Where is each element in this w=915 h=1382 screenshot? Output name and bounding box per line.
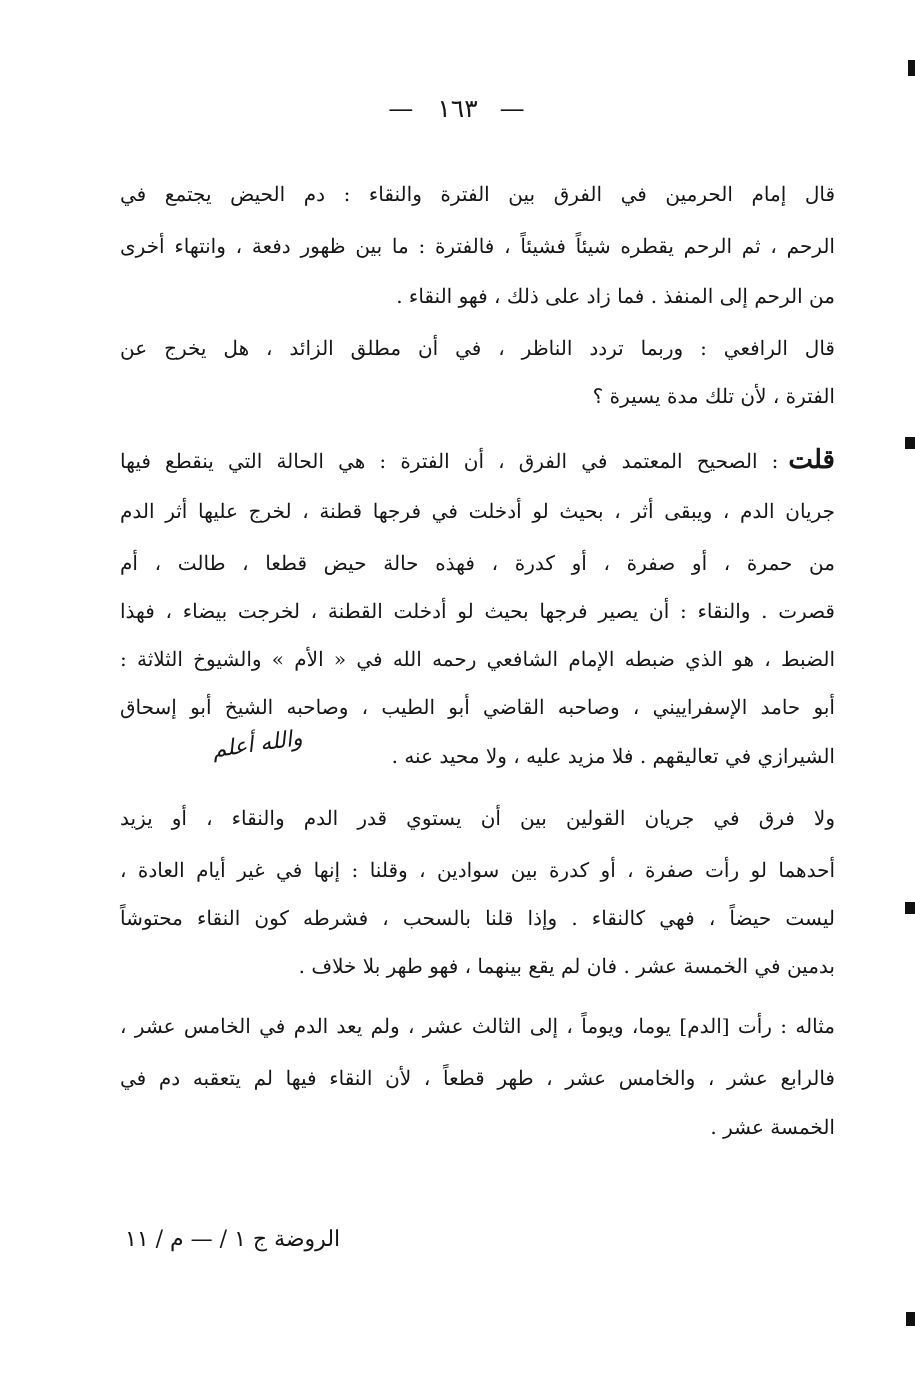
page-number (0, 94, 915, 123)
page-number-value: ١٦٣ (437, 94, 478, 123)
paragraph-3-line-1-text: : الصحيح المعتمد في الفرق ، أن الفترة : هي الحالة التي ينقطع فيها (120, 449, 779, 473)
paragraph-3-line-5: الضبط ، هو الذي ضبطه الإمام الشافعي رحمه الله في « الأم » والشيوخ الثلاثة : (120, 647, 835, 671)
paragraph-2-line-1: قال الرافعي : وربما تردد الناظر ، في أن مطلق الزائد ، هل يخرج عن (120, 336, 835, 360)
paragraph-3-line-2: جريان الدم ، ويبقى أثر ، بحيث لو أدخلت في فرجها قطنة ، لخرج عليها أثر الدم (120, 499, 835, 523)
page-number-dash-left: — (388, 94, 416, 123)
paragraph-4-line-2: أحدهما لو رأت صفرة ، أو كدرة بين سوادين ، وقلنا : إنها في غير أيام العادة ، (120, 858, 835, 882)
paragraph-5-line-2: فالرابع عشر ، والخامس عشر ، طهر قطعاً ، لأن النقاء فيها لم يتعقبه دم في (120, 1066, 835, 1090)
paragraph-1-line-2: الرحم ، ثم الرحم يقطره شيئاً فشيئاً ، فالفترة : ما بين ظهور دفعة ، وانتهاء أخرى (120, 234, 835, 258)
scan-edge-mark (908, 60, 915, 76)
paragraph-3-line-1 (120, 438, 835, 482)
paragraph-2-line-2: الفترة ، لأن تلك مدة يسيرة ؟ (592, 384, 835, 408)
footer-signature: الروضة ج ١ / — م / ١١ (125, 1227, 341, 1252)
paragraph-4-line-4: بدمين في الخمسة عشر . فان لم يقع بينهما ، فهو طهر بلا خلاف . (298, 954, 835, 978)
paragraph-1-line-1: قال إمام الحرمين في الفرق بين الفترة والنقاء : دم الحيض يجتمع في (120, 182, 835, 206)
scan-edge-mark (905, 437, 915, 449)
paragraph-3-lead: قلت (788, 445, 835, 475)
paragraph-3-line-7: الشيرازي في تعاليقهم . فلا مزيد عليه ، ولا محيد عنه . (391, 744, 835, 768)
scan-edge-mark (905, 902, 915, 914)
paragraph-5-line-3: الخمسة عشر . (710, 1115, 835, 1139)
paragraph-4-line-1: ولا فرق في جريان القولين بين أن يستوي قدر الدم والنقاء ، أو يزيد (120, 806, 836, 830)
paragraph-3-line-6: أبو حامد الإسفراييني ، وصاحبه القاضي أبو الطيب ، وصاحبه الشيخ أبو إسحاق (120, 695, 835, 719)
scan-edge-mark (906, 1312, 915, 1326)
paragraph-5-line-1: مثاله : رأت [الدم] يوما، ويوماً ، إلى الثالث عشر ، ولم يعد الدم في الخامس عشر ، (120, 1014, 835, 1038)
page-number-dash-right: — (499, 94, 527, 123)
paragraph-1-line-3: من الرحم إلى المنفذ . فما زاد على ذلك ، فهو النقاء . (396, 284, 835, 308)
paragraph-3-line-4: قصرت . والنقاء : أن يصير فرجها بحيث لو أدخلت القطنة ، لخرجت بيضاء ، فهذا (120, 599, 835, 623)
paragraph-3-line-3: من حمرة ، أو صفرة ، أو كدرة ، فهذه حالة حيض قطعا ، طالت ، أم (120, 551, 835, 575)
handwritten-signoff: والله أعلم (210, 725, 304, 764)
paragraph-4-line-3: ليست حيضاً ، فهي كالنقاء . وإذا قلنا بالسحب ، فشرطه كون النقاء محتوشاً (120, 906, 835, 930)
